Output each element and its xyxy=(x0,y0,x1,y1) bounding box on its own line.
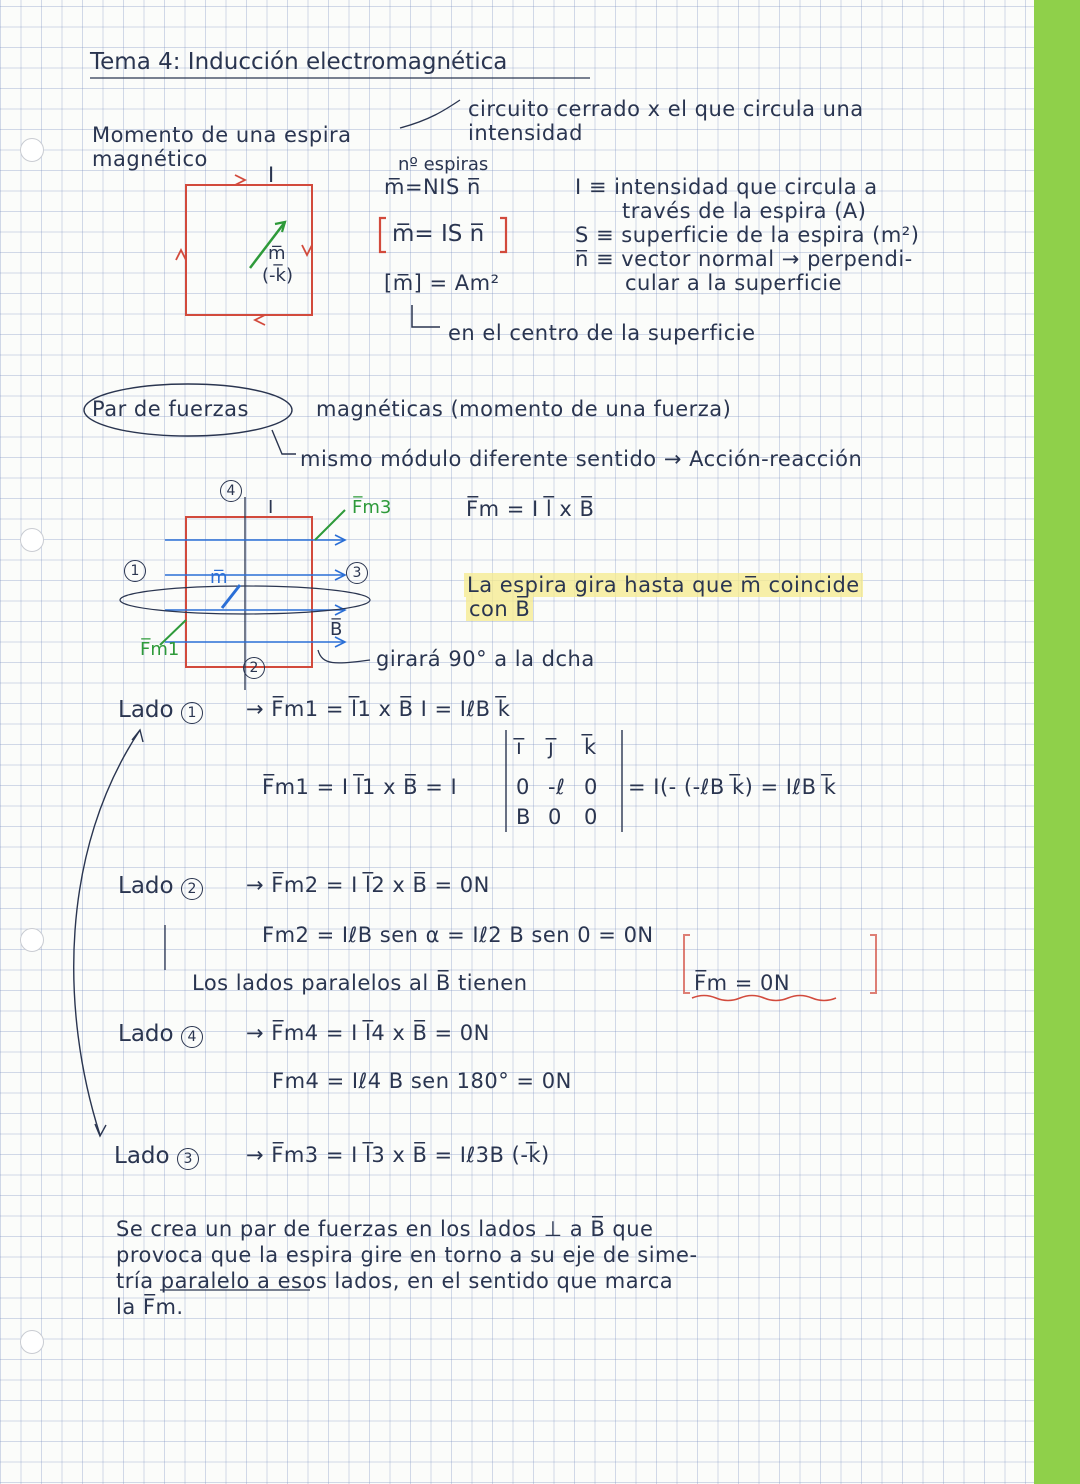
lado-1-det-result: = I(- (-ℓB k̅) = IℓB k̅ xyxy=(628,775,837,799)
lado-4-equation-2: Fm4 = Iℓ4 B sen 180° = 0N xyxy=(272,1069,572,1093)
def-S: S ≡ superficie de la espira (m²) xyxy=(575,223,920,247)
current-arrow-bottom xyxy=(255,315,265,325)
lado-2-label: Lado 2 xyxy=(118,874,203,900)
fm3-label: F̅m3 xyxy=(352,497,392,518)
formula-boxed: m̅= IS n̅ xyxy=(392,221,485,247)
side-4-marker: 4 xyxy=(220,480,242,502)
parallel-result: F̅m = 0N xyxy=(694,971,791,995)
def-n: n̅ ≡ vector normal → perpendi- xyxy=(575,247,913,271)
note-espiras: nº espiras xyxy=(398,154,489,175)
det-row-1: i̅ j̅ k̅ xyxy=(516,735,597,759)
formula-fm: F̅m = I l̅ x B̅ xyxy=(466,497,595,521)
current-label: I xyxy=(268,497,274,518)
current-arrow-left xyxy=(176,250,186,260)
par-heading-rest: magnéticas (momento de una fuerza) xyxy=(316,397,732,421)
formula-main: m̅=NIS n̅ xyxy=(384,175,481,199)
formula-bracket-right xyxy=(500,218,506,252)
force-fm3 xyxy=(315,510,345,540)
lado-1-label: Lado 1 xyxy=(118,698,203,724)
def-I-2: través de la espira (A) xyxy=(622,199,867,223)
def-I: I ≡ intensidad que circula a xyxy=(575,175,878,199)
lado-4-label: Lado 4 xyxy=(118,1022,203,1048)
linking-arrow xyxy=(74,730,140,1135)
note-espira-2: con B̅ xyxy=(466,598,533,621)
lado-4-equation: → F̅m4 = I l̅4 x B̅ = 0N xyxy=(246,1021,490,1045)
conclusion-line-3: tría paralelo a esos lados, en el sentido que marca xyxy=(116,1269,674,1293)
page-title: Tema 4: Inducción electromagnética xyxy=(90,49,508,75)
lado-2-equation: → F̅m2 = I l̅2 x B̅ = 0N xyxy=(246,873,490,897)
det-row-3: B 0 0 xyxy=(516,805,598,829)
note-intensity: intensidad xyxy=(468,121,583,145)
note-circuit: circuito cerrado x el que circula una xyxy=(468,97,864,121)
note-espira: La espira gira hasta que m̅ coincide xyxy=(464,574,863,597)
momento-heading-2: magnético xyxy=(92,147,208,171)
parallel-note: Los lados paralelos al B̅ tienen xyxy=(192,971,528,995)
lado-3-label: Lado 3 xyxy=(114,1144,199,1170)
moment-vector-2 xyxy=(222,585,240,608)
det-row-2: 0 -ℓ 0 xyxy=(516,775,598,799)
m-label: m̅ xyxy=(210,567,228,588)
lado-1-det-prefix: F̅m1 = I l̅1 x B̅ = I xyxy=(262,775,458,799)
current-arrow-right xyxy=(302,245,312,255)
note-modulo: mismo módulo diferente sentido → Acción-reacción xyxy=(300,447,863,471)
diagram-current-label: I xyxy=(268,163,275,187)
conclusion-line-4: la F̅m. xyxy=(116,1295,184,1319)
def-n-2: cular a la superficie xyxy=(625,271,842,295)
b-label: B̅ xyxy=(330,619,343,640)
lado-3-equation: → F̅m3 = I l̅3 x B̅ = Iℓ3B (-k̅) xyxy=(246,1143,550,1167)
par-heading: Par de fuerzas xyxy=(92,397,249,421)
side-3-marker: 3 xyxy=(346,562,368,584)
note-center: en el centro de la superficie xyxy=(448,321,756,345)
side-2-marker: 2 xyxy=(243,657,265,679)
current-arrow-top xyxy=(235,175,245,185)
note-girara: girará 90° a la dcha xyxy=(376,647,595,671)
side-1-marker: 1 xyxy=(124,560,146,582)
fm1-label: F̅m1 xyxy=(140,639,180,660)
lado-1-equation: → F̅m1 = l̅1 x B̅ I = IℓB k̅ xyxy=(246,697,511,721)
lado-2-equation-2: Fm2 = IℓB sen α = Iℓ2 B sen 0 = 0N xyxy=(262,923,654,947)
formula-units: [m̅] = Am² xyxy=(384,271,500,295)
diagram-k-label: (-k̅) xyxy=(262,265,293,286)
diagram-m-label: m̅ xyxy=(268,243,286,264)
formula-bracket-left xyxy=(380,218,386,252)
espira-loop xyxy=(186,185,312,315)
conclusion-line-1: Se crea un par de fuerzas en los lados ⊥ a B̅ que xyxy=(116,1217,654,1241)
page-margin-strip xyxy=(1034,0,1080,1484)
momento-heading: Momento de una espira xyxy=(92,123,352,147)
conclusion-line-2: provoca que la espira gire en torno a su eje de sime- xyxy=(116,1243,698,1267)
